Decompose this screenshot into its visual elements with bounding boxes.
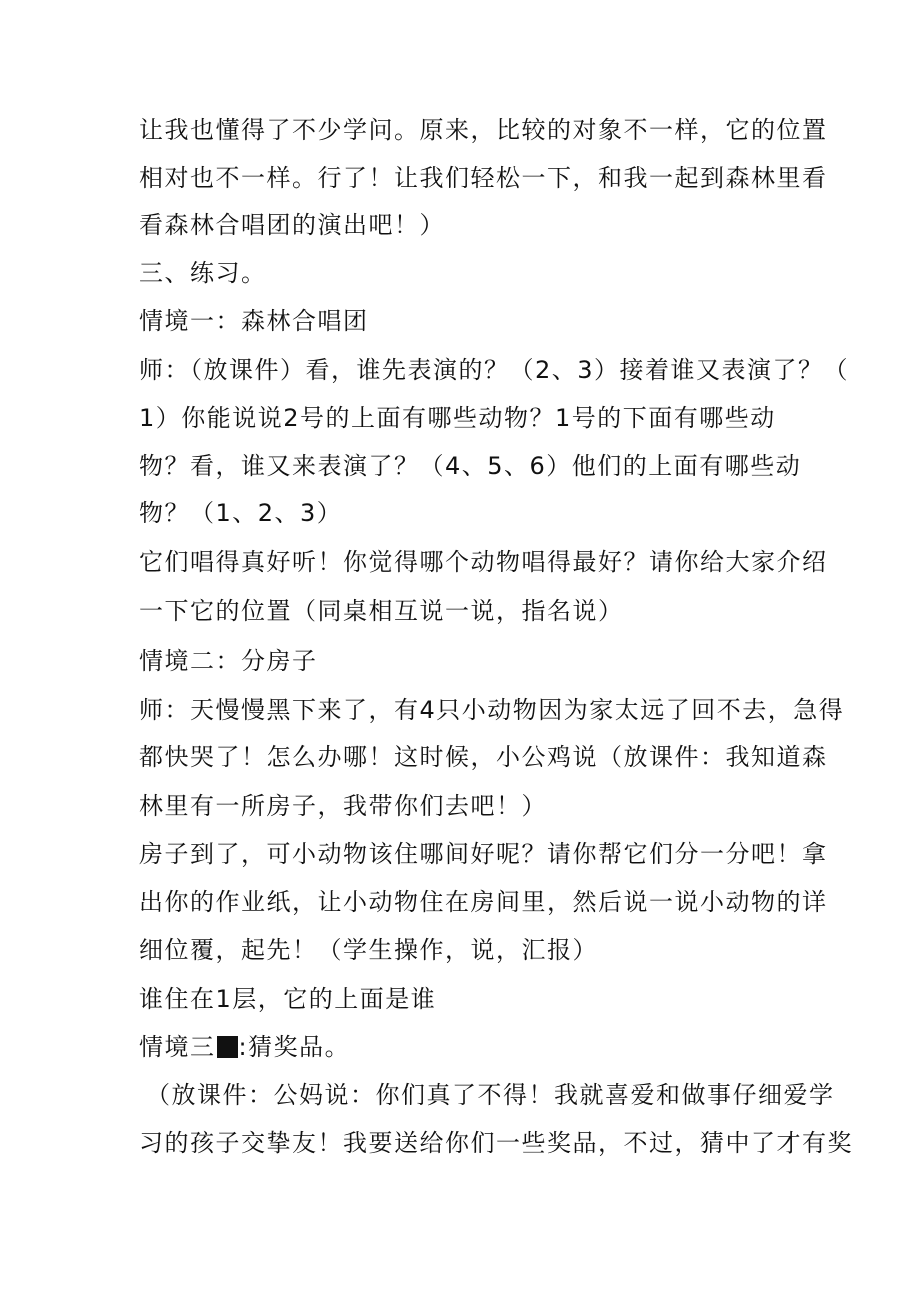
text-line: 师：天慢慢黑下来了，有4只小动物因为家太远了回不去，急得 [139, 696, 845, 724]
text-line: 房子到了，可小动物该住哪间好呢？请你帮它们分一分吧！拿 [139, 840, 828, 868]
text-line: 一下它的位置（同桌相互说一说，指名说） [139, 597, 624, 625]
text-line: 林里有一所房子，我带你们去吧！） [139, 792, 547, 820]
scenario-heading: 情境二：分房子 [139, 647, 318, 675]
scenario-heading [139, 1031, 799, 1063]
scenario-label: 情境三 [139, 1033, 216, 1061]
text-line: 细位覆，起先！（学生操作，说，汇报） [139, 936, 598, 964]
text-line: 让我也懂得了不少学问。原来，比较的对象不一样，它的位置 [139, 116, 828, 144]
text-line: 习的孩子交挚友！我要送给你们一些奖品，不过，猜中了才有奖 [139, 1129, 853, 1157]
section-heading: 三、练习。 [139, 259, 267, 287]
text-line: 师：（放课件）看，谁先表演的？（2、3）接着谁又表演了？（ [139, 356, 850, 384]
black-square-icon [217, 1036, 238, 1058]
text-line: （放课件：公妈说：你们真了不得！我就喜爱和做事仔细爱学 [146, 1081, 835, 1109]
text-line: 出你的作业纸，让小动物住在房间里，然后说一说小动物的详 [139, 888, 828, 916]
scenario-title: :猜奖品。 [238, 1033, 351, 1061]
text-line: 都快哭了！怎么办哪！这时候，小公鸡说（放课件：我知道森 [139, 743, 828, 771]
text-line: 物？（1、2、3） [139, 499, 343, 527]
text-line: 物？看，谁又来表演了？（4、5、6）他们的上面有哪些动 [139, 452, 802, 480]
text-line: 它们唱得真好听！你觉得哪个动物唱得最好？请你给大家介绍 [139, 548, 828, 576]
text-line: 看森林合唱团的演出吧！） [139, 211, 445, 239]
text-line: 相对也不一样。行了！让我们轻松一下，和我一起到森林里看 [139, 164, 828, 192]
text-line: 1）你能说说2号的上面有哪些动物？1号的下面有哪些动 [139, 404, 776, 432]
scenario-heading: 情境一：森林合唱团 [139, 307, 369, 335]
text-line: 谁住在1层，它的上面是谁 [139, 985, 437, 1013]
